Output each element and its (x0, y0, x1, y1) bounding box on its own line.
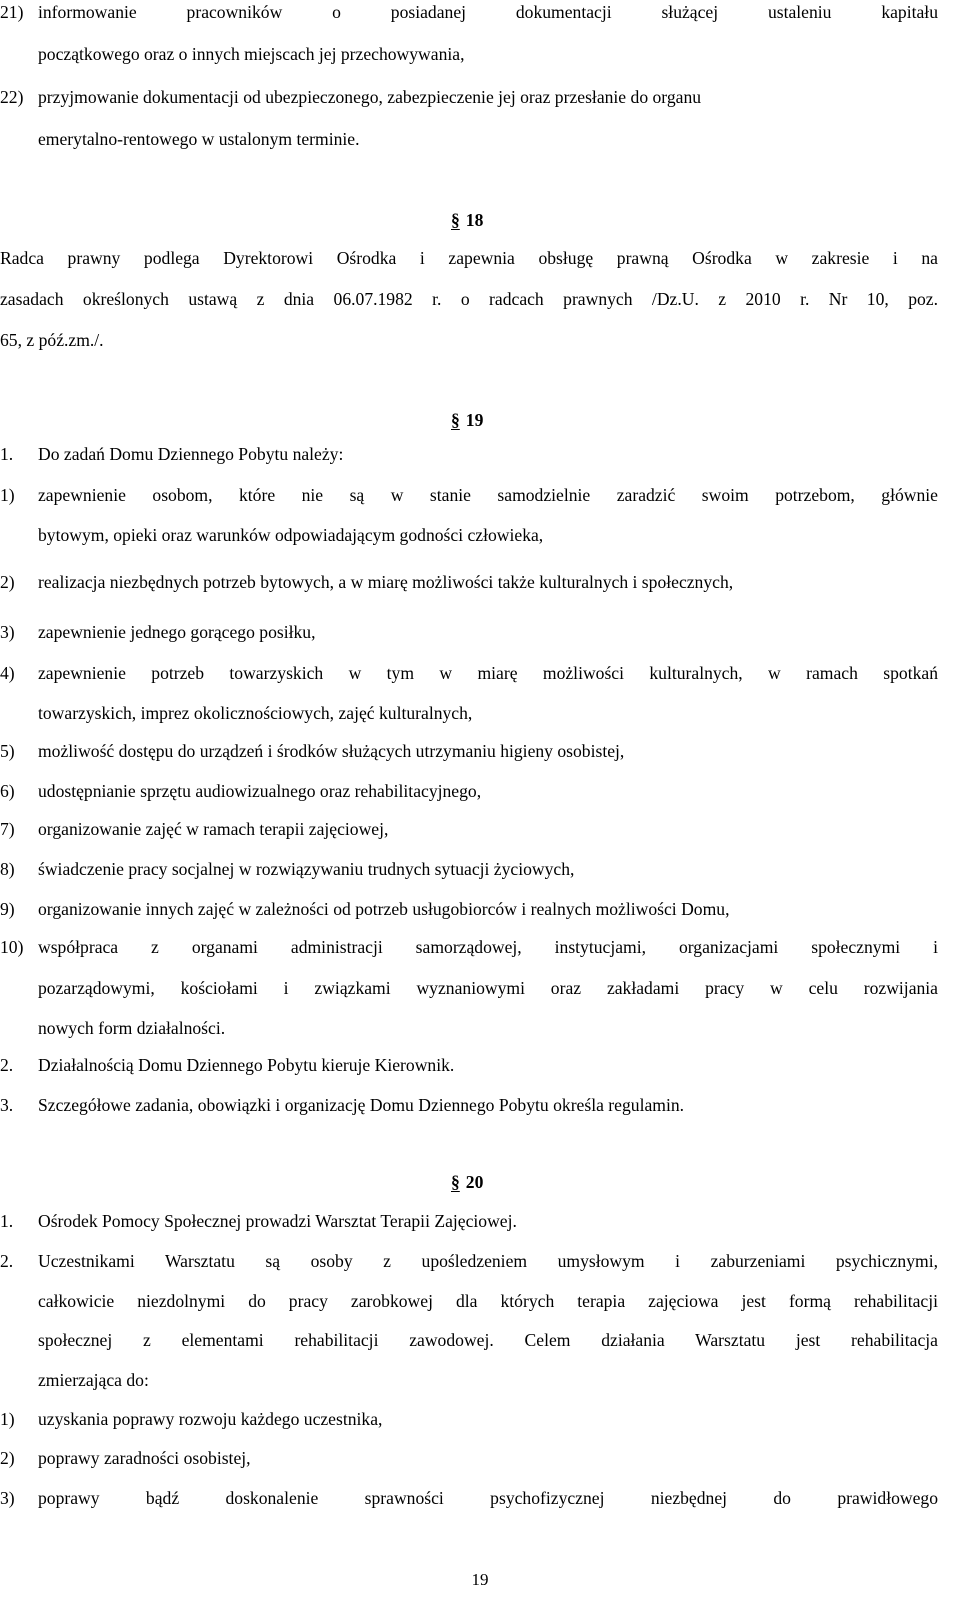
item-number: 5) (0, 741, 15, 761)
paragraph-sign: § (451, 210, 460, 230)
item-text-line: nowych form działalności. (38, 1018, 226, 1038)
item-number: 10) (0, 937, 24, 957)
item-number: 2) (0, 572, 15, 592)
item-text-line: realizacja niezbędnych potrzeb bytowych, a w miarę możliwości także kulturalnych i społecznych, (38, 572, 734, 592)
item-number: 2) (0, 1448, 15, 1468)
paragraph-line: społecznej z elementami rehabilitacji zawodowej. Celem działania Warsztatu jest rehabilitacja (38, 1330, 938, 1350)
item-text-line: poprawy bądź doskonalenie sprawności psychofizycznej niezbędnej do prawidłowego (38, 1488, 938, 1508)
item-text-line: emerytalno-rentowego w ustalonym terminie. (38, 129, 360, 149)
paragraph-number: 2. (0, 1251, 14, 1271)
item-text-line: bytowym, opieki oraz warunków odpowiadającym godności człowieka, (38, 525, 544, 545)
item-text-line: pozarządowymi, kościołami i związkami wyznaniowymi oraz zakładami pracy w celu rozwijania (38, 978, 938, 998)
item-text-line: zapewnienie jednego gorącego posiłku, (38, 622, 316, 642)
item-number: 8) (0, 859, 15, 879)
item-text-line: współpraca z organami administracji samorządowej, instytucjami, organizacjami społecznymi i (38, 937, 938, 957)
section-heading-18 (451, 209, 483, 231)
paragraph-text: Działalnością Domu Dziennego Pobytu kieruje Kierownik. (38, 1055, 455, 1075)
item-text-line: organizowanie innych zajęć w zależności od potrzeb usługobiorców i realnych możliwości Domu, (38, 899, 730, 919)
section-heading-20 (451, 1171, 483, 1193)
item-text-line: zapewnienie potrzeb towarzyskich w tym w miarę możliwości kulturalnych, w ramach spotkań (38, 663, 938, 683)
item-text-line: możliwość dostępu do urządzeń i środków służących utrzymaniu higieny osobistej, (38, 741, 625, 761)
item-text-line: uzyskania poprawy rozwoju każdego uczestnika, (38, 1409, 383, 1429)
paragraph-sign: § (451, 1172, 460, 1192)
section-number: 20 (465, 1172, 484, 1192)
section-heading-19 (451, 409, 483, 431)
paragraph-text: Szczegółowe zadania, obowiązki i organizację Domu Dziennego Pobytu określa regulamin. (38, 1095, 685, 1115)
item-number: 21) (0, 2, 24, 22)
paragraph-number: 1. (0, 444, 14, 464)
paragraph-number: 2. (0, 1055, 14, 1075)
item-text-line: organizowanie zajęć w ramach terapii zajęciowej, (38, 819, 389, 839)
item-number: 4) (0, 663, 15, 683)
item-text-line: przyjmowanie dokumentacji od ubezpieczonego, zabezpieczenie jej oraz przesłanie do organu (38, 87, 702, 107)
paragraph-line: Uczestnikami Warsztatu są osoby z upośledzeniem umysłowym i zaburzeniami psychicznymi, (38, 1251, 938, 1271)
paragraph-text: Ośrodek Pomocy Społecznej prowadzi Warsztat Terapii Zajęciowej. (38, 1211, 517, 1231)
item-text-line: zapewnienie osobom, które nie są w stanie samodzielnie zaradzić swoim potrzebom, głównie (38, 485, 938, 505)
paragraph-line: całkowicie niezdolnymi do pracy zarobkowej dla których terapia zajęciowa jest formą rehabilitacji (38, 1291, 938, 1311)
item-number: 1) (0, 1409, 15, 1429)
page-number: 19 (471, 1570, 489, 1589)
item-text-line: informowanie pracowników o posiadanej dokumentacji służącej ustaleniu kapitału (38, 2, 938, 22)
item-number: 7) (0, 819, 15, 839)
paragraph-number: 3. (0, 1095, 14, 1115)
paragraph-line: zmierzająca do: (38, 1370, 149, 1390)
paragraph-text: Do zadań Domu Dziennego Pobytu należy: (38, 444, 344, 464)
item-text-line: świadczenie pracy socjalnej w rozwiązywaniu trudnych sytuacji życiowych, (38, 859, 575, 879)
item-number: 1) (0, 485, 15, 505)
item-number: 22) (0, 87, 24, 107)
item-number: 3) (0, 1488, 15, 1508)
paragraph-sign: § (451, 410, 460, 430)
paragraph-line: zasadach określonych ustawą z dnia 06.07.1982 r. o radcach prawnych /Dz.U. z 2010 r. Nr 10, poz. (0, 289, 938, 309)
item-number: 6) (0, 781, 15, 801)
item-text-line: towarzyskich, imprez okolicznościowych, zajęć kulturalnych, (38, 703, 473, 723)
item-text-line: udostępnianie sprzętu audiowizualnego oraz rehabilitacyjnego, (38, 781, 482, 801)
item-text-line: początkowego oraz o innych miejscach jej przechowywania, (38, 44, 465, 64)
section-number: 19 (465, 410, 484, 430)
section-number: 18 (465, 210, 484, 230)
item-number: 3) (0, 622, 15, 642)
paragraph-number: 1. (0, 1211, 14, 1231)
paragraph-line: 65, z póź.zm./. (0, 330, 104, 350)
item-text-line: poprawy zaradności osobistej, (38, 1448, 251, 1468)
paragraph-line: Radca prawny podlega Dyrektorowi Ośrodka i zapewnia obsługę prawną Ośrodka w zakresie i na (0, 248, 938, 268)
item-number: 9) (0, 899, 15, 919)
